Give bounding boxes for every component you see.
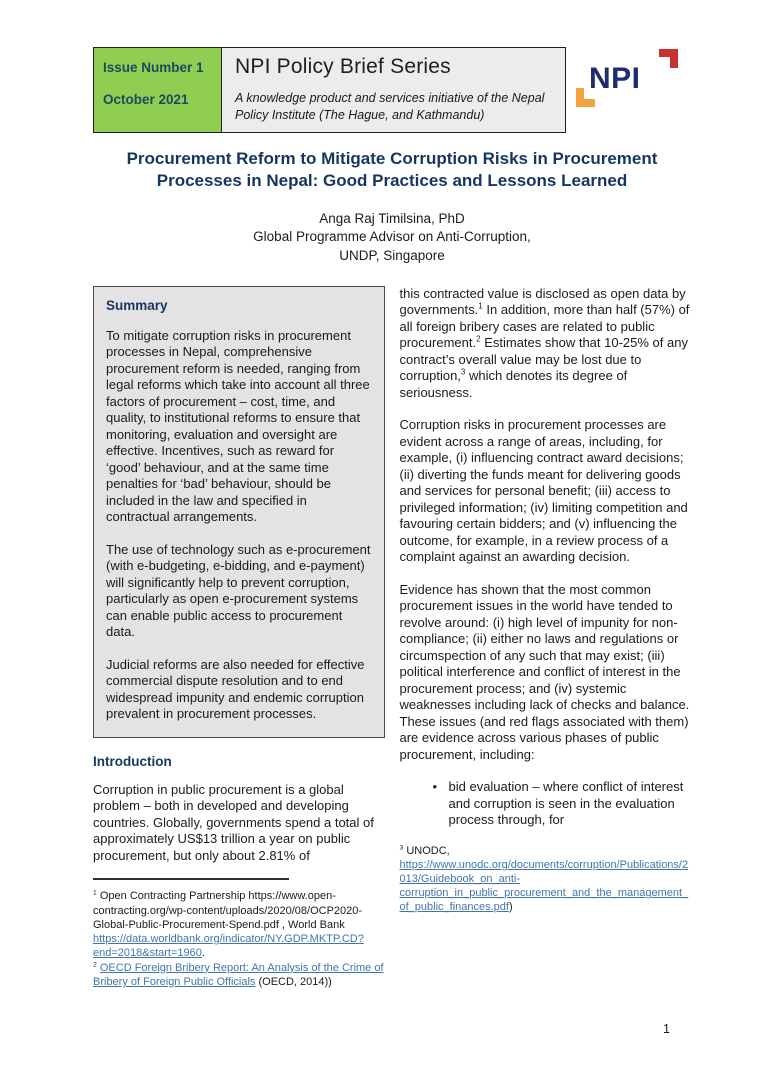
hyperlink[interactable]: https://www.unodc.org/documents/corruption/Publications/2013/Guidebook_on_anti-corruption_in_public_procurement_and_the_management_of_public_finances.pdf (399, 859, 689, 914)
logo-corner-red-icon (659, 49, 678, 68)
summary-paragraph: Judicial reforms are also needed for effective commercial dispute resolution and to end widespread impunity and endemic corruption prevalent in procurement processes. (106, 656, 365, 722)
series-subtitle: A knowledge product and services initiative of the Nepal Policy Institute (The Hague, and Kathmandu) (235, 91, 545, 122)
footnote-reference: 3 (399, 844, 404, 852)
text-segment: this contracted value is disclosed as open data by governments. (399, 285, 686, 318)
introduction-heading: Introduction (93, 753, 172, 769)
author-org: UNDP, Singapore (339, 247, 445, 263)
introduction-paragraph: Corruption in public procurement is a global problem – both in developed and developing countries. Globally, governments spend a total of approximately US$13 trillion a year on public procurement, but only about 2.81% of (93, 781, 374, 863)
author-block (93, 210, 691, 265)
text-segment: . (201, 946, 205, 959)
document-body (93, 148, 691, 990)
bullet-item (400, 779, 692, 829)
footnote-reference: 3 (460, 368, 466, 378)
body-paragraph: Corruption risks in procurement processes are evident across a range of areas, including, for example, (i) influencing contract award decisions; (ii) diverting the funds meant for delivering goods and services for personal benefit; (iii) access to privileged information; (iv) limiting competition and favouring certain bidders; and (v) influencing the outcome, for example, in a review process of a complaint against an awarding decision. (399, 417, 688, 565)
npi-logo (576, 49, 678, 107)
hyperlink[interactable]: OECD Foreign Bribery Report: An Analysis of the Crime of Bribery of Foreign Public Officials (93, 961, 384, 988)
text-segment: UNODC, (403, 844, 450, 857)
footnote-1 (93, 889, 385, 959)
bullet-marker-icon: • (432, 779, 438, 795)
text-segment: In addition, more than half (57%) of all foreign bribery cases are related to public procurement. (399, 302, 690, 351)
text-segment: which denotes its degree of seriousness. (399, 368, 628, 400)
left-column (93, 286, 385, 990)
footnote-area-left (93, 878, 385, 989)
footnote-reference: 1 (478, 302, 483, 312)
footnote-reference: 2 (93, 961, 97, 969)
hyperlink[interactable]: https://data.worldbank.org/indicator/NY.GDP.MKTP.CD?end=2018&start=1960 (93, 932, 364, 959)
footnote-2 (93, 961, 385, 989)
bullet-text: bid evaluation – where conflict of interest and corruption is seen in the evaluation process through, for (448, 779, 684, 828)
footnote-area-right (400, 844, 692, 914)
issue-date: October 2021 (103, 92, 189, 107)
text-segment: Open Contracting Partnership https://www.open-contracting.org/wp-content/uploads/2020/08/OCP2020-Global-Public-Procurement-Spend.pdf , World Bank (93, 890, 363, 931)
body-paragraph: Evidence has shown that the most common procurement issues in the world have tended to revolve around: (i) high level of impunity for non-compliance; (ii) either no laws and regulations or circumspection of any such that may exist; (iii) political interference and conflict of interest in the procurement process; and (iv) systemic weaknesses including lack of checks and balance. These issues (and red flags associated with them) are evidence across various phases of public procurement, including: (399, 581, 690, 762)
two-column-layout (93, 286, 691, 990)
brief-header-table (93, 47, 566, 133)
logo-wordmark: NPI (589, 62, 641, 95)
series-title: NPI Policy Brief Series (235, 55, 451, 78)
summary-paragraph: To mitigate corruption risks in procurement processes in Nepal, comprehensive procurement reform is needed, ranging from legal reforms which take into account all three factors of procurement – cost, time, and quality, to institutional reforms to ensure that monitoring, evaluation and oversight are effective. Incentives, such as reward for ‘good’ behaviour, and at the same time penalties for ‘bad’ behaviour, should be included in the law and specified in contractual arrangements. (106, 327, 370, 525)
right-column (400, 286, 692, 915)
page-number: 1 (663, 1022, 670, 1036)
author-role: Global Programme Advisor on Anti-Corruption, (253, 229, 531, 245)
text-segment: (OECD, 2014)) (255, 975, 332, 988)
issue-box (94, 48, 222, 132)
logo-corner-orange-icon (576, 88, 595, 107)
series-box (222, 48, 565, 132)
summary-heading: Summary (106, 297, 168, 313)
text-segment: ) (508, 901, 513, 914)
author-name: Anga Raj Timilsina, PhD (319, 210, 465, 226)
footnote-3 (400, 844, 692, 914)
footnote-reference: 1 (93, 889, 97, 897)
body-paragraph (400, 286, 692, 402)
summary-paragraph: The use of technology such as e-procurement (with e-budgeting, e-bidding, and e-payment) will significantly help to prevent corruption, particularly as open e-procurement systems can enable public access to procurement data. (106, 541, 371, 640)
issue-number: Issue Number 1 (103, 60, 204, 75)
footnote-reference: 2 (476, 335, 481, 345)
summary-box (93, 286, 385, 738)
footnote-divider (93, 878, 289, 880)
page-title: Procurement Reform to Mitigate Corruption Risks in Procurement Processes in Nepal: Good Practices and Lessons Learned (126, 149, 658, 191)
text-segment: Estimates show that 10-25% of any contract’s overall value may be lost due to corruption, (399, 335, 688, 384)
